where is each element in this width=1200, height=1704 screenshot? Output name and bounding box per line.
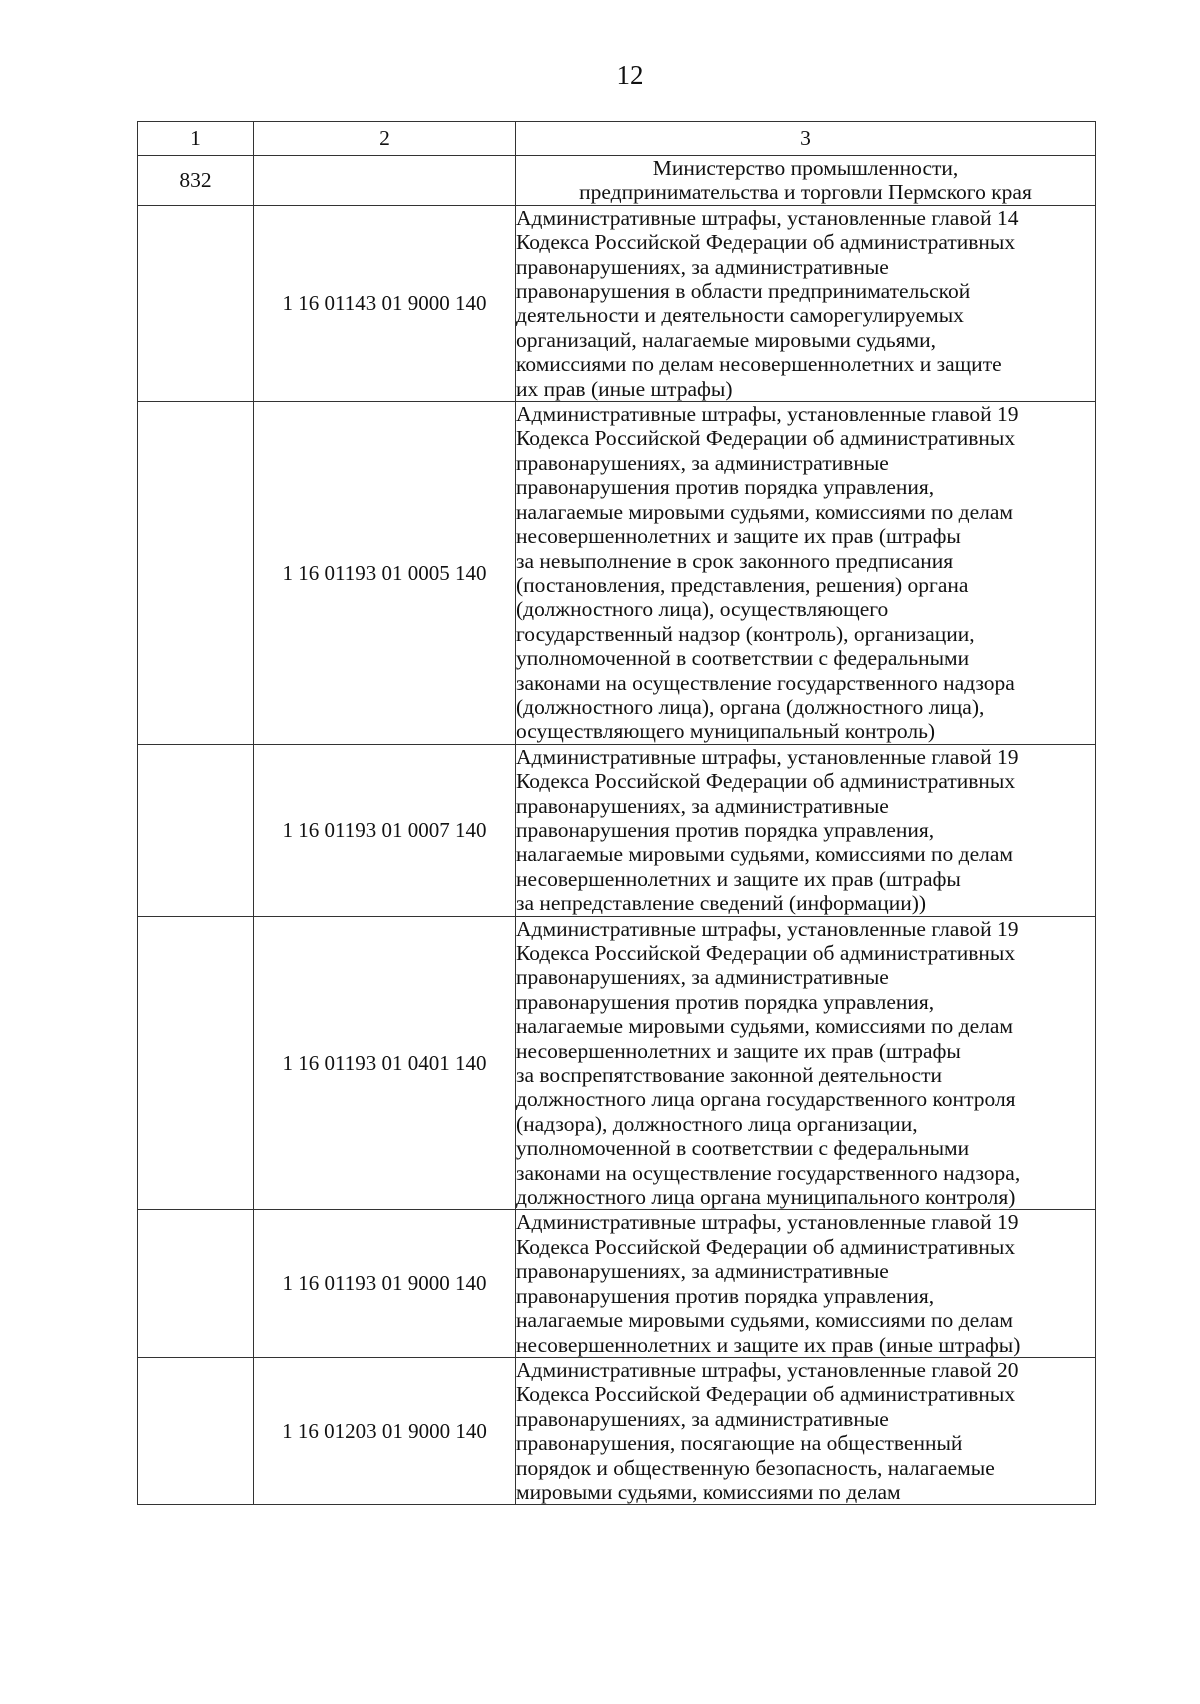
empty-cell: [138, 1357, 254, 1504]
kbk-description: Административные штрафы, установленные главой 14 Кодекса Российской Федерации об административных правонарушениях, за административные правонарушения в области предпринимательской деятельности и деятельности саморегулируемых организаций, налагаемые мировыми судьями, комиссиями по делам несовершеннолетних и защите их прав (иные штрафы): [516, 205, 1096, 401]
table-row: [138, 205, 1096, 401]
org-row: [138, 156, 1096, 206]
empty-cell: [138, 402, 254, 745]
org-name: Министерство промышленности, предпринимательства и торговли Пермского края: [516, 156, 1096, 206]
empty-cell: [138, 744, 254, 916]
column-header-2: 2: [254, 122, 516, 156]
table-row: [138, 1210, 1096, 1357]
kbk-description: Административные штрафы, установленные главой 19 Кодекса Российской Федерации об административных правонарушениях, за административные правонарушения против порядка управления, налагаемые мировыми судьями, комиссиями по делам несовершеннолетних и защите их прав (штрафы за воспрепятствование законной деятельности должностного лица органа государственного контроля (надзора), должностного лица организации, уполномоченной в соответствии с федеральными законами на осуществление государственного надзора, должностного лица органа муниципального контроля): [516, 916, 1096, 1210]
empty-cell: [138, 916, 254, 1210]
table-header-row: [138, 122, 1096, 156]
kbk-code: 1 16 01193 01 0005 140: [254, 402, 516, 745]
kbk-description: Административные штрафы, установленные главой 20 Кодекса Российской Федерации об административных правонарушениях, за административные правонарушения, посягающие на общественный порядок и общественную безопасность, налагаемые мировыми судьями, комиссиями по делам: [516, 1357, 1096, 1504]
column-header-1: 1: [138, 122, 254, 156]
org-code: 832: [138, 156, 254, 206]
table-row: [138, 744, 1096, 916]
kbk-code: 1 16 01193 01 9000 140: [254, 1210, 516, 1357]
table-row: [138, 916, 1096, 1210]
kbk-code: 1 16 01203 01 9000 140: [254, 1357, 516, 1504]
table-row: [138, 402, 1096, 745]
kbk-description: Административные штрафы, установленные главой 19 Кодекса Российской Федерации об административных правонарушениях, за административные правонарушения против порядка управления, налагаемые мировыми судьями, комиссиями по делам несовершеннолетних и защите их прав (штрафы за невыполнение в срок законного предписания (постановления, представления, решения) органа (должностного лица), осуществляющего государственный надзор (контроль), организации, уполномоченной в соответствии с федеральными законами на осуществление государственного надзора (должностного лица), органа (должностного лица), осуществляющего муниципальный контроль): [516, 402, 1096, 745]
table-row: [138, 1357, 1096, 1504]
kbk-code: 1 16 01193 01 0401 140: [254, 916, 516, 1210]
column-header-3: 3: [516, 122, 1096, 156]
revenue-codes-table: [137, 121, 1096, 1505]
page-number: 12: [616, 60, 644, 90]
kbk-code: 1 16 01193 01 0007 140: [254, 744, 516, 916]
empty-cell: [138, 205, 254, 401]
kbk-description: Административные штрафы, установленные главой 19 Кодекса Российской Федерации об административных правонарушениях, за административные правонарушения против порядка управления, налагаемые мировыми судьями, комиссиями по делам несовершеннолетних и защите их прав (иные штрафы): [516, 1210, 1096, 1357]
kbk-description: Административные штрафы, установленные главой 19 Кодекса Российской Федерации об административных правонарушениях, за административные правонарушения против порядка управления, налагаемые мировыми судьями, комиссиями по делам несовершеннолетних и защите их прав (штрафы за непредставление сведений (информации)): [516, 744, 1096, 916]
kbk-code: 1 16 01143 01 9000 140: [254, 205, 516, 401]
empty-cell: [138, 1210, 254, 1357]
empty-cell: [254, 156, 516, 206]
